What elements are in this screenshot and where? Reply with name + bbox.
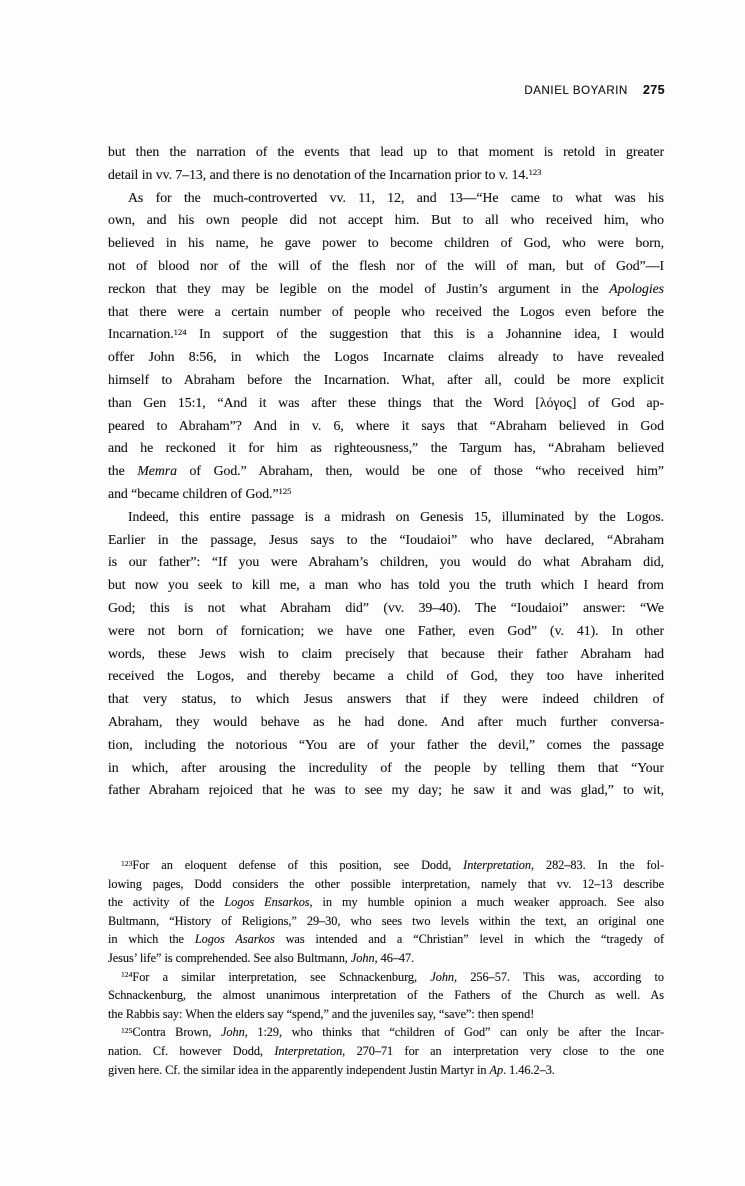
text-line: tion, including the notorious “You are of your father the devil,” comes the passage: [108, 736, 664, 752]
text-line: that there were a certain number of people who received the Logos even before the: [108, 303, 664, 319]
text-line: in which the Logos Asarkos was intended and a “Christian” level in which the “tragedy of: [108, 932, 664, 947]
text-line: father Abraham rejoiced that he was to see my day; he saw it and was glad,” to wit,: [108, 782, 664, 798]
text-line: in which, after arousing the incredulity of the people by telling them that “Your: [108, 759, 664, 775]
body-paragraph: [108, 187, 664, 506]
text-line: Bultmann, “History of Religions,” 29–30, who sees two levels within the text, an original one: [108, 913, 664, 928]
text-line: offer John 8:56, in which the Logos Incarnate claims already to have revealed: [108, 349, 664, 365]
text-line: As for the much-controverted vv. 11, 12, and 13—“He came to what was his: [128, 189, 664, 205]
text-line: reckon that they may be legible on the model of Justin’s argument in the Apologies: [108, 280, 664, 296]
text-line: Incarnation.$^{124}$ In support of the suggestion that this is a Johannine idea, I would: [108, 326, 664, 342]
text-line: that very status, to which Jesus answers that if they were indeed children of: [108, 691, 664, 707]
body-paragraph: [108, 506, 664, 802]
text-line: Jesus’ life” is comprehended. See also Bultmann, John, 46–47.: [108, 950, 415, 965]
running-header: [108, 83, 665, 97]
text-line: Earlier in the passage, Jesus says to the “Ioudaioi” who have declared, “Abraham: [108, 531, 664, 547]
footnote: [108, 968, 664, 1024]
text-line: words, these Jews wish to claim precisely that because their father Abraham had: [108, 645, 664, 661]
footnotes: [108, 856, 664, 1079]
text-line: $^{125}$Contra Brown, John, 1:29, who thinks that “children of God” can only be after the Incar-: [121, 1025, 664, 1040]
text-line: received the Logos, and thereby became a child of God, they too have inherited: [108, 668, 664, 684]
text-line: peared to Abraham”? And in v. 6, where it says that “Abraham believed in God: [108, 417, 664, 433]
footnote: [108, 856, 664, 968]
text-line: detail in vv. 7–13, and there is no denotation of the Incarnation prior to v. 14.$^{123}$: [108, 166, 542, 182]
text-line: Indeed, this entire passage is a midrash on Genesis 15, illuminated by the Logos.: [128, 508, 664, 524]
text-line: were not born of fornication; we have one Father, even God” (v. 41). In other: [108, 622, 664, 638]
footnote: [108, 1023, 664, 1079]
text-line: and he reckoned it for him as righteousness,” the Targum has, “Abraham believed: [108, 440, 664, 456]
text-line: lowing pages, Dodd considers the other possible interpretation, namely that vv. 12–13 describe: [108, 876, 664, 891]
text-line: the activity of the Logos Ensarkos, in my humble opinion a much weaker approach. See also: [108, 895, 664, 910]
text-line: Schnackenburg, the almost unanimous interpretation of the Fathers of the Church as well. As: [108, 988, 664, 1003]
text-line: own, and his own people did not accept him. But to all who received him, who: [108, 212, 664, 228]
body-paragraph: [108, 141, 664, 187]
text-line: himself to Abraham before the Incarnation. What, after all, could be more explicit: [108, 371, 664, 387]
text-line: God; this is not what Abraham did” (vv. 39–40). The “Ioudaioi” answer: “We: [108, 599, 664, 615]
text-line: $^{124}$For a similar interpretation, see Schnackenburg, John, 256–57. This was, according to: [121, 969, 664, 984]
text-line: the Memra of God.” Abraham, then, would be one of those “who received him”: [108, 463, 664, 479]
text-line: but then the narration of the events that lead up to that moment is retold in greater: [108, 144, 664, 159]
text-line: is our father”: “If you were Abraham’s children, you would do what Abraham did,: [108, 554, 664, 570]
text-line: the Rabbis say: When the elders say “spend,” and the juveniles say, “save”: then spend!: [108, 1006, 535, 1021]
body-text: [108, 141, 664, 802]
text-line: believed in his name, he gave power to become children of God, who were born,: [108, 235, 664, 251]
text-line: given here. Cf. the similar idea in the apparently independent Justin Martyr in Ap. 1.46.2–3.: [108, 1062, 555, 1077]
text-line: not of blood nor of the will of the flesh nor of the will of man, but of God”—I: [108, 257, 664, 273]
text-line: but now you seek to kill me, a man who has told you the truth which I heard from: [108, 577, 664, 593]
page-number: 275: [642, 83, 665, 97]
text-line: Abraham, they would behave as he had done. And after much further conversa-: [108, 713, 664, 729]
text-line: than Gen 15:1, “And it was after these things that the Word [λόγος] of God ap-: [108, 394, 664, 410]
text-line: nation. Cf. however Dodd, Interpretation, 270–71 for an interpretation very close to the one: [108, 1043, 664, 1058]
text-line: and “became children of God.”$^{125}$: [108, 485, 292, 501]
running-head-author: DANIEL BOYARIN: [524, 85, 628, 97]
text-line: $^{123}$For an eloquent defense of this position, see Dodd, Interpretation, 282–83. In the fol-: [121, 858, 665, 872]
